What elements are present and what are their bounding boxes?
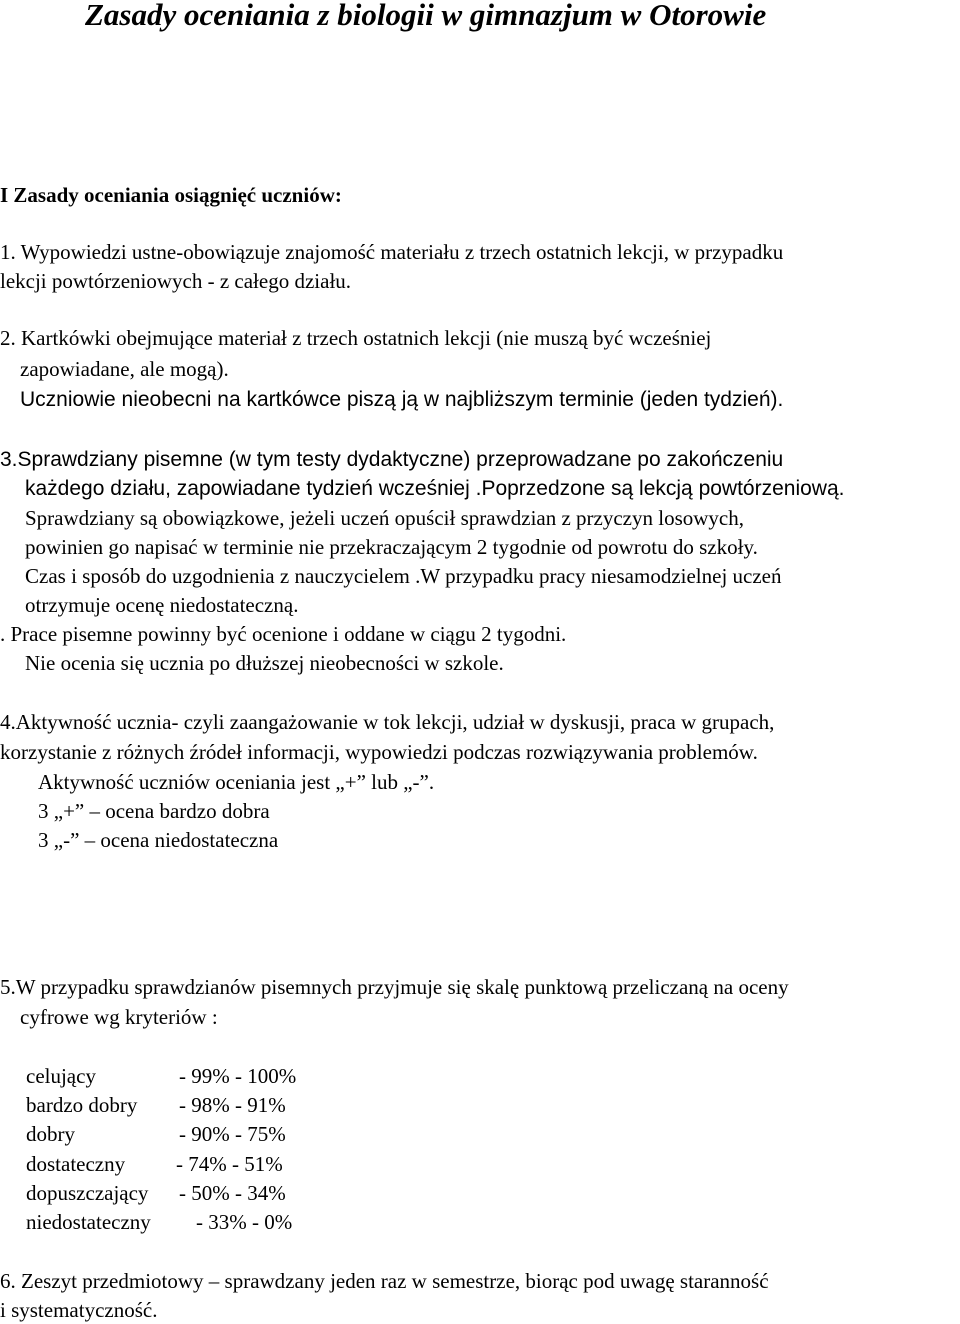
grade-name: niedostateczny <box>26 1210 151 1234</box>
item3-line8: Nie ocenia się ucznia po dłuższej nieobecności w szkole. <box>25 651 504 675</box>
item4-line5: 3 „-” – ocena niedostateczna <box>38 828 279 852</box>
item3-line1: 3.Sprawdziany pisemne (w tym testy dydaktyczne) przeprowadzane po zakończeniu <box>0 448 784 471</box>
grade-range: - 99% - 100% <box>179 1064 297 1088</box>
grade-range: - 74% - 51% <box>176 1152 283 1176</box>
item3-line3: Sprawdziany są obowiązkowe, jeżeli uczeń opuścił sprawdzian z przyczyn losowych, <box>25 506 744 530</box>
grade-range: - 33% - 0% <box>196 1210 293 1234</box>
page-title: Zasady oceniania z biologii w gimnazjum w Otorowie <box>85 0 767 32</box>
grade-range: - 98% - 91% <box>179 1093 286 1117</box>
grade-name: dopuszczający <box>26 1181 149 1205</box>
item1-line1: 1. Wypowiedzi ustne-obowiązuje znajomość materiału z trzech ostatnich lekcji, w przypadku <box>0 240 784 264</box>
item6-line1: 6. Zeszyt przedmiotowy – sprawdzany jeden raz w semestrze, biorąc pod uwagę staranność <box>0 1269 769 1293</box>
item5-line1: 5.W przypadku sprawdzianów pisemnych przyjmuje się skalę punktową przeliczaną na oceny <box>0 975 789 999</box>
section-heading: I Zasady oceniania osiągnięć uczniów: <box>0 183 342 207</box>
item3-line2: każdego działu, zapowiadane tydzień wcześniej .Poprzedzone są lekcją powtórzeniową. <box>25 477 845 500</box>
grade-name: celujący <box>26 1064 96 1088</box>
item3-line7: . Prace pisemne powinny być ocenione i oddane w ciągu 2 tygodni. <box>0 622 567 646</box>
item5-line2: cyfrowe wg kryteriów : <box>20 1005 218 1029</box>
item4-line4: 3 „+” – ocena bardzo dobra <box>38 799 270 823</box>
item3-line5: Czas i sposób do uzgodnienia z nauczycielem .W przypadku pracy niesamodzielnej uczeń <box>25 564 782 588</box>
item4-line2: korzystanie z różnych źródeł informacji, wypowiedzi podczas rozwiązywania problemów. <box>0 740 758 764</box>
grade-name: bardzo dobry <box>26 1093 138 1117</box>
item4-line1: 4.Aktywność ucznia- czyli zaangażowanie w tok lekcji, udział w dyskusji, praca w grupach, <box>0 710 775 734</box>
item2-line2: zapowiadane, ale mogą). <box>20 357 229 381</box>
item3-line6: otrzymuje ocenę niedostateczną. <box>25 593 299 617</box>
item2-line3: Uczniowie nieobecni na kartkówce piszą ją w najbliższym terminie (jeden tydzień). <box>20 388 784 411</box>
item2-line1: 2. Kartkówki obejmujące materiał z trzech ostatnich lekcji (nie muszą być wcześniej <box>0 326 712 350</box>
item6-line2: i systematyczność. <box>0 1298 158 1322</box>
item3-line4: powinien go napisać w terminie nie przekraczającym 2 tygodnie od powrotu do szkoły. <box>25 535 758 559</box>
item4-line3: Aktywność uczniów oceniania jest „+” lub „-”. <box>38 770 435 794</box>
grade-range: - 90% - 75% <box>179 1122 286 1146</box>
grade-name: dostateczny <box>26 1152 126 1176</box>
grade-range: - 50% - 34% <box>179 1181 286 1205</box>
grade-name: dobry <box>26 1122 75 1146</box>
item1-line2: lekcji powtórzeniowych - z całego działu. <box>0 269 352 293</box>
